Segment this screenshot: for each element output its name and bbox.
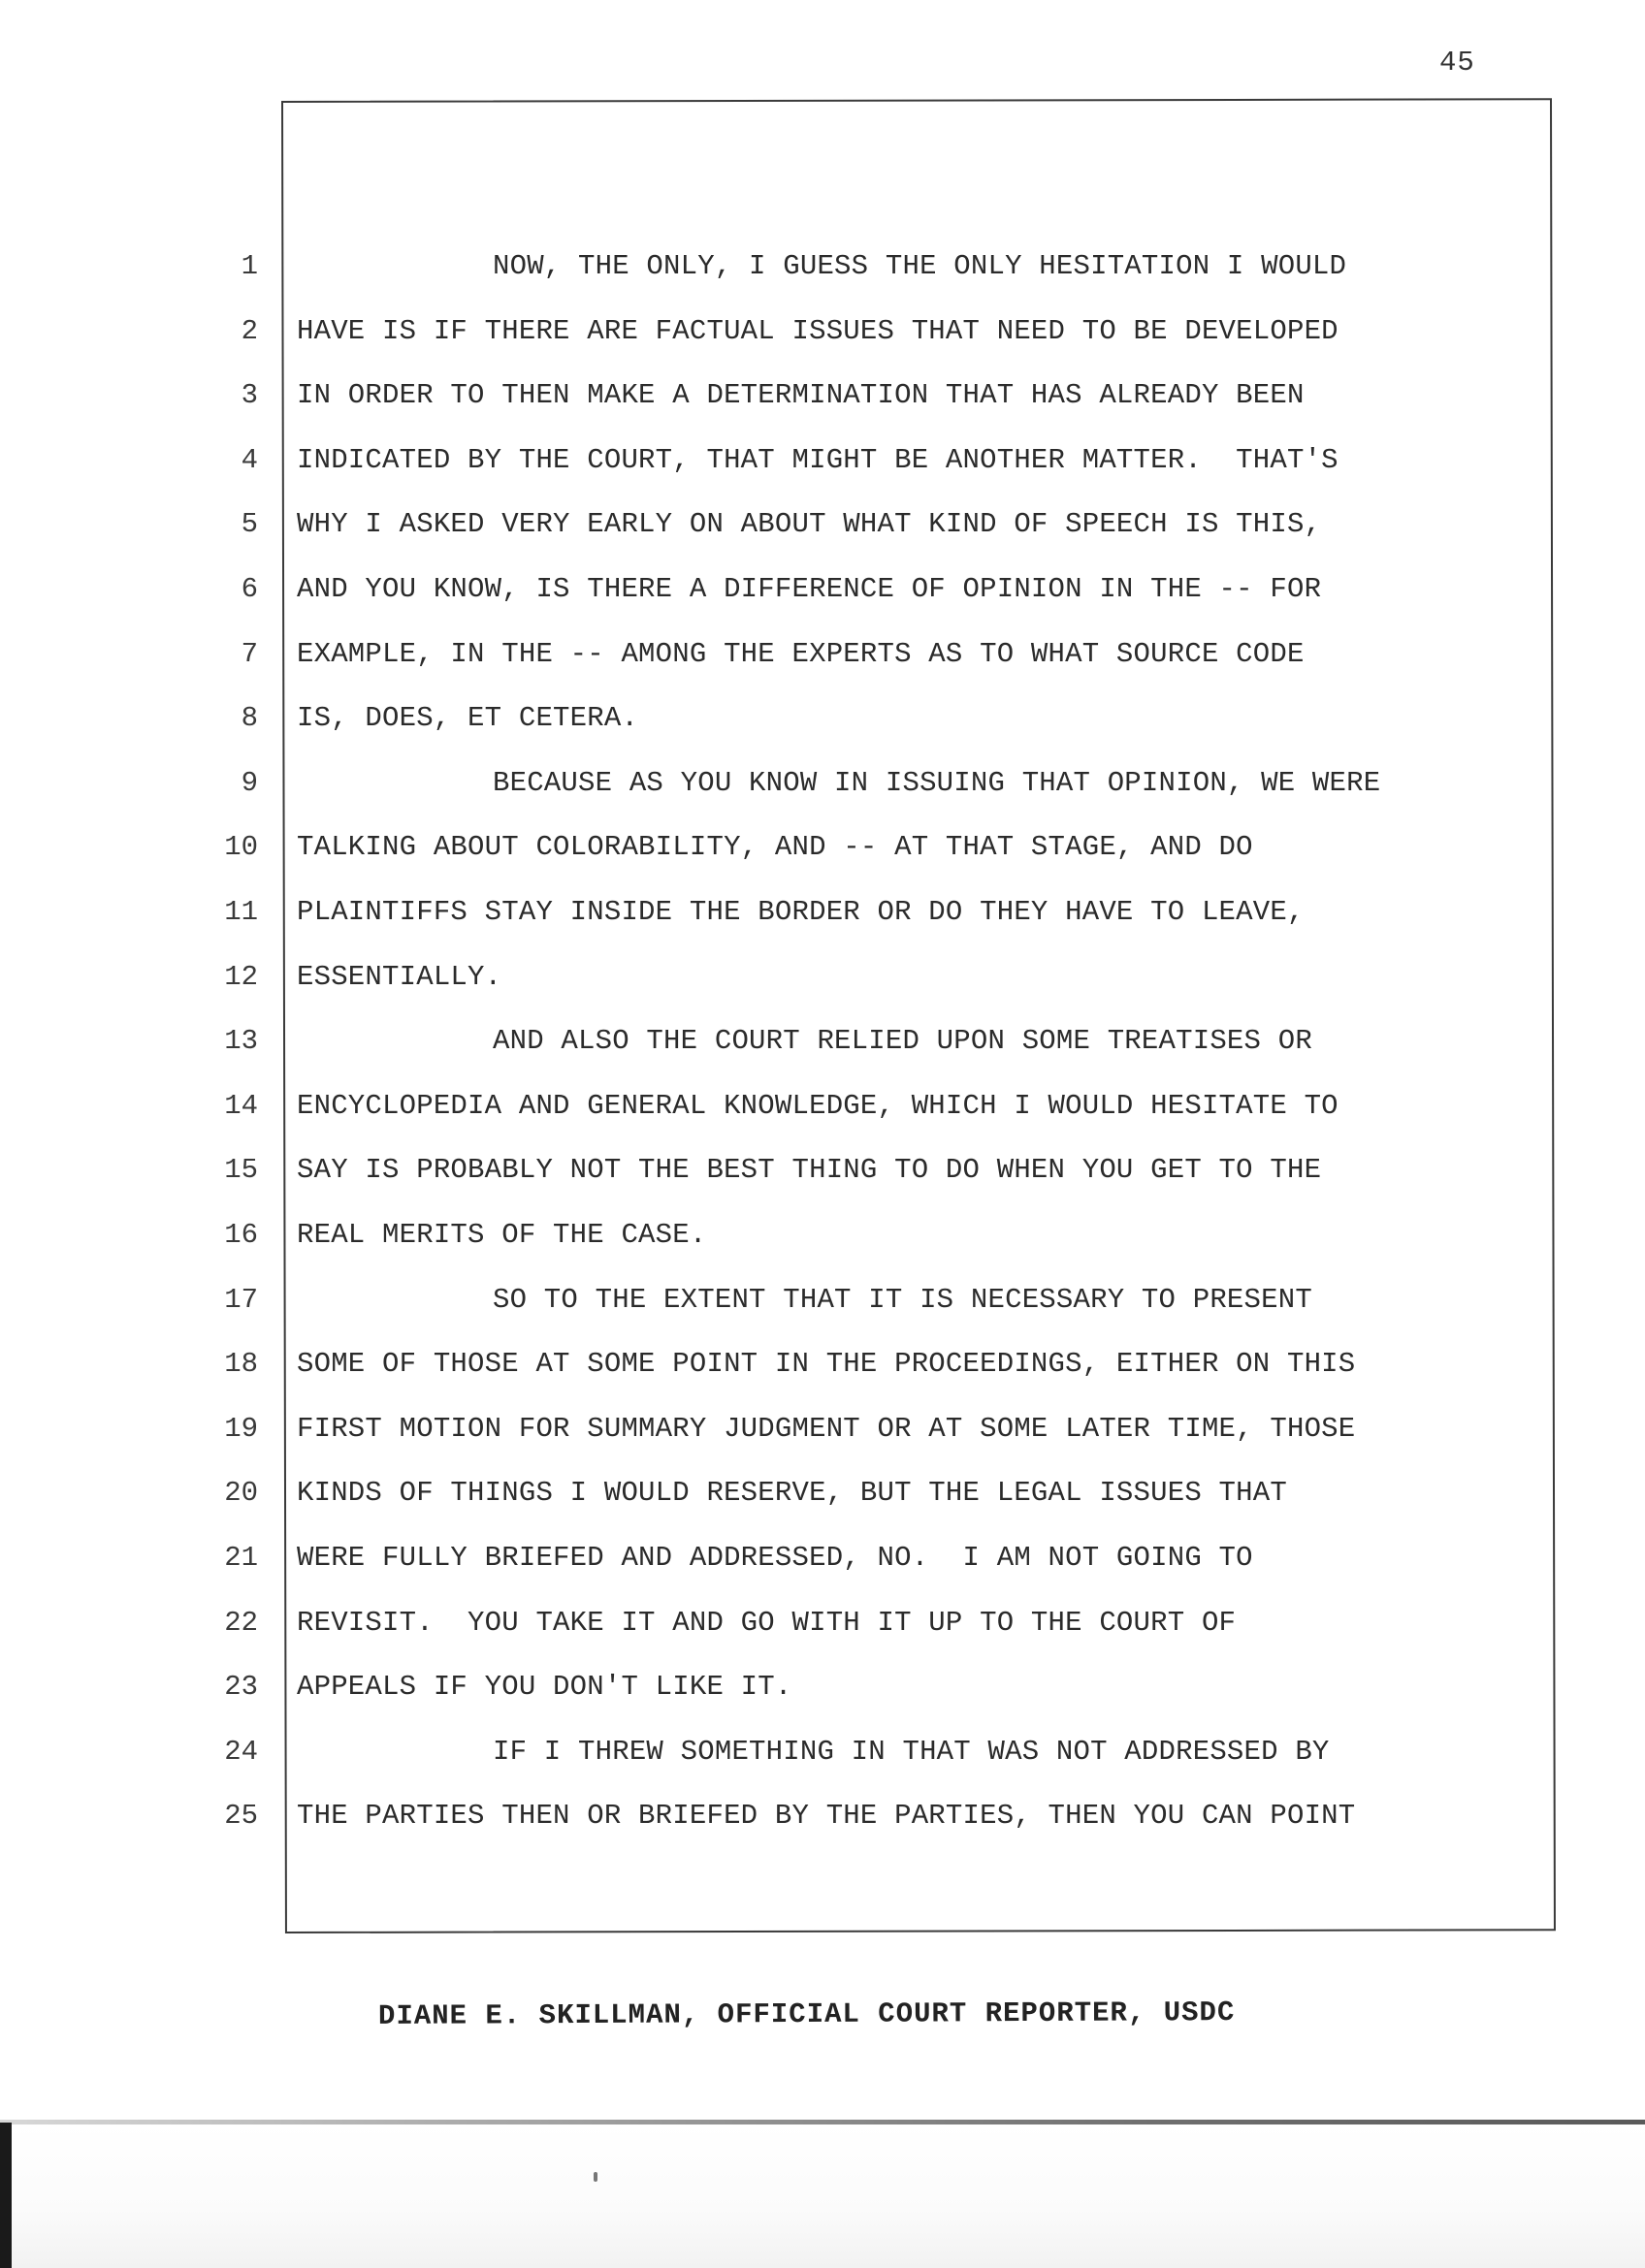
transcript-line bbox=[0, 896, 1600, 939]
transcript-line bbox=[0, 1477, 1600, 1519]
transcript-line bbox=[0, 250, 1600, 293]
line-text: REAL MERITS OF THE CASE. bbox=[297, 1219, 707, 1251]
transcript-line bbox=[0, 1800, 1600, 1842]
line-number: 12 bbox=[224, 960, 258, 993]
line-number: 8 bbox=[241, 702, 258, 735]
transcript-line bbox=[0, 573, 1600, 616]
line-number: 24 bbox=[224, 1735, 258, 1768]
court-reporter-footer bbox=[0, 1998, 1645, 2030]
line-text: EXAMPLE, IN THE -- AMONG THE EXPERTS AS TO WHAT SOURCE CODE bbox=[297, 637, 1305, 670]
line-text: APPEALS IF YOU DON'T LIKE IT. bbox=[297, 1671, 792, 1704]
line-text: WERE FULLY BRIEFED AND ADDRESSED, NO. I AM NOT GOING TO bbox=[297, 1542, 1253, 1574]
line-text: IS, DOES, ET CETERA. bbox=[297, 702, 639, 735]
line-number: 22 bbox=[224, 1606, 258, 1639]
line-text: ENCYCLOPEDIA AND GENERAL KNOWLEDGE, WHICH I WOULD HESITATE TO bbox=[297, 1089, 1339, 1122]
line-number: 4 bbox=[241, 443, 258, 476]
transcript-line bbox=[0, 508, 1600, 551]
line-text: HAVE IS IF THERE ARE FACTUAL ISSUES THAT NEED TO BE DEVELOPED bbox=[297, 314, 1339, 347]
page-number: 45 bbox=[1439, 47, 1475, 79]
line-text: PLAINTIFFS STAY INSIDE THE BORDER OR DO THEY HAVE TO LEAVE, bbox=[297, 896, 1305, 928]
line-number: 18 bbox=[224, 1348, 258, 1381]
transcript-line bbox=[0, 1284, 1600, 1326]
transcript-line bbox=[0, 1154, 1600, 1197]
line-number: 23 bbox=[224, 1671, 258, 1704]
line-number: 3 bbox=[241, 379, 258, 412]
transcript-line bbox=[0, 1348, 1600, 1390]
transcript-line bbox=[0, 1090, 1600, 1133]
transcript-line bbox=[0, 1736, 1600, 1778]
transcript-line bbox=[0, 1607, 1600, 1649]
line-number: 6 bbox=[241, 573, 258, 605]
line-text: AND ALSO THE COURT RELIED UPON SOME TREATISES OR bbox=[493, 1025, 1312, 1058]
line-text: SOME OF THOSE AT SOME POINT IN THE PROCEEDINGS, EITHER ON THIS bbox=[297, 1348, 1356, 1381]
line-text: NOW, THE ONLY, I GUESS THE ONLY HESITATION I WOULD bbox=[493, 250, 1347, 282]
line-number: 5 bbox=[241, 508, 258, 541]
line-text: THE PARTIES THEN OR BRIEFED BY THE PARTIES, THEN YOU CAN POINT bbox=[297, 1800, 1356, 1833]
line-text: REVISIT. YOU TAKE IT AND GO WITH IT UP TO THE COURT OF bbox=[297, 1606, 1237, 1639]
transcript-line bbox=[0, 1671, 1600, 1713]
line-number: 20 bbox=[224, 1477, 258, 1510]
line-number: 2 bbox=[241, 314, 258, 347]
line-number: 17 bbox=[224, 1283, 258, 1316]
transcript-border bbox=[281, 98, 1556, 1933]
line-text: KINDS OF THINGS I WOULD RESERVE, BUT THE LEGAL ISSUES THAT bbox=[297, 1477, 1287, 1510]
transcript-line bbox=[0, 315, 1600, 358]
transcript-line bbox=[0, 831, 1600, 874]
line-text: FIRST MOTION FOR SUMMARY JUDGMENT OR AT SOME LATER TIME, THOSE bbox=[297, 1412, 1356, 1445]
line-text: SAY IS PROBABLY NOT THE BEST THING TO DO WHEN YOU GET TO THE bbox=[297, 1154, 1322, 1187]
line-text: INDICATED BY THE COURT, THAT MIGHT BE ANOTHER MATTER. THAT'S bbox=[297, 443, 1339, 476]
transcript-line bbox=[0, 379, 1600, 422]
transcript-line bbox=[0, 702, 1600, 745]
transcript-line bbox=[0, 1219, 1600, 1262]
transcript-line bbox=[0, 1413, 1600, 1455]
line-number: 15 bbox=[224, 1154, 258, 1187]
line-text: BECAUSE AS YOU KNOW IN ISSUING THAT OPINION, WE WERE bbox=[493, 766, 1381, 799]
line-number: 7 bbox=[241, 637, 258, 670]
line-number: 14 bbox=[224, 1089, 258, 1122]
court-reporter-name: DIANE E. SKILLMAN, OFFICIAL COURT REPORTER, USDC bbox=[378, 1996, 1236, 2032]
line-text: AND YOU KNOW, IS THERE A DIFFERENCE OF OPINION IN THE -- FOR bbox=[297, 573, 1322, 605]
line-number: 9 bbox=[241, 766, 258, 799]
scan-artifact bbox=[594, 2172, 597, 2182]
line-text: SO TO THE EXTENT THAT IT IS NECESSARY TO PRESENT bbox=[493, 1283, 1312, 1316]
transcript-line bbox=[0, 767, 1600, 810]
line-text: TALKING ABOUT COLORABILITY, AND -- AT THAT STAGE, AND DO bbox=[297, 831, 1253, 864]
line-number: 16 bbox=[224, 1219, 258, 1251]
line-number: 11 bbox=[224, 896, 258, 928]
transcript-line bbox=[0, 961, 1600, 1004]
line-text: ESSENTIALLY. bbox=[297, 960, 502, 993]
line-number: 25 bbox=[224, 1800, 258, 1833]
transcript-line bbox=[0, 444, 1600, 487]
line-text: IN ORDER TO THEN MAKE A DETERMINATION THAT HAS ALREADY BEEN bbox=[297, 379, 1305, 412]
line-number: 1 bbox=[241, 250, 258, 282]
transcript-line bbox=[0, 1025, 1600, 1068]
line-number: 19 bbox=[224, 1412, 258, 1445]
line-number: 13 bbox=[224, 1025, 258, 1058]
transcript-line bbox=[0, 638, 1600, 681]
line-text: WHY I ASKED VERY EARLY ON ABOUT WHAT KIND OF SPEECH IS THIS, bbox=[297, 508, 1322, 541]
transcript-line bbox=[0, 1542, 1600, 1584]
line-text: IF I THREW SOMETHING IN THAT WAS NOT ADDRESSED BY bbox=[493, 1735, 1330, 1768]
scan-background bbox=[12, 2124, 1645, 2268]
scan-shadow bbox=[0, 2123, 12, 2268]
line-number: 21 bbox=[224, 1542, 258, 1574]
line-number: 10 bbox=[224, 831, 258, 864]
